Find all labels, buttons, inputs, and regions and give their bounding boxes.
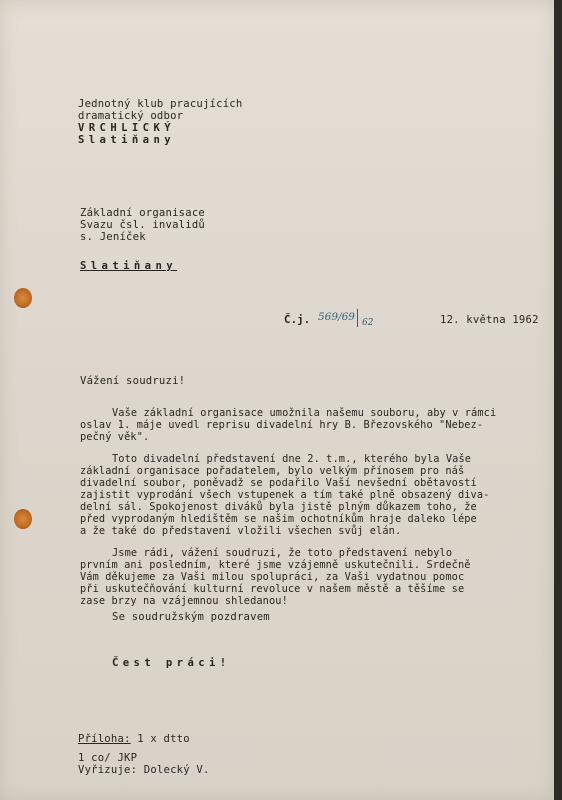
- paragraph-3-line-1: Jsme rádi, vážení soudruzi, že toto představení nebylo: [112, 547, 453, 559]
- paragraph-3-line-3: Vám děkujeme za Vaši milou spolupráci, za Vaši vydatnou pomoc: [80, 571, 465, 583]
- punch-hole-top: [14, 288, 32, 308]
- sender-line-1: Jednotný klub pracujících: [78, 98, 243, 110]
- closing: Se soudružským pozdravem: [112, 611, 270, 623]
- reference-divider: [357, 309, 358, 327]
- sender-line-2: dramatický odbor: [78, 110, 184, 122]
- reference-label: Č.j.: [284, 314, 311, 326]
- paragraph-2-line-4: zajistit vyprodání všech vstupenek a tím také plně obsazený diva-: [80, 489, 490, 501]
- sender-city: Slatiňany: [78, 134, 176, 146]
- paragraph-2-line-5: delní sál. Spokojenost diváků byla jistě plným důkazem toho, že: [80, 501, 477, 513]
- paragraph-2-line-1: Toto divadelní představení dne 2. t.m., kterého byla Vaše: [112, 453, 472, 465]
- motto: Čest práci!: [112, 657, 231, 669]
- attachment-value: 1 x dtto: [137, 733, 190, 745]
- reference-number: 569/69: [318, 311, 355, 323]
- attachment-label: Příloha:: [78, 733, 131, 745]
- punch-hole-bottom: [14, 509, 32, 529]
- paragraph-1-line-2: oslav 1. máje uvedl reprisu divadelní hry B. Březovského "Nebez-: [80, 419, 484, 431]
- recipient-city: Slatiňany: [80, 260, 178, 272]
- paragraph-2-line-7: a že také do představení vložili všechen svůj elán.: [80, 525, 402, 537]
- scan-edge: [554, 0, 562, 800]
- paragraph-2-line-6: před vyprodaným hledištěm se našim ochotníkům hraje daleko lépe: [80, 513, 477, 525]
- paragraph-3-line-2: prvním ani posledním, které jsme vzájemně uskutečnili. Srdečně: [80, 559, 471, 571]
- salutation: Vážení soudruzi!: [80, 375, 186, 387]
- recipient-line-2: Svazu čsl. invalidů: [80, 219, 205, 231]
- letter-date: 12. května 1962: [440, 314, 539, 326]
- paragraph-3-line-4: při uskutečňování kulturní revoluce v našem městě a těšíme se: [80, 583, 465, 595]
- attachment-row: [78, 733, 190, 745]
- sender-name: VRCHLICKÝ: [78, 122, 176, 134]
- paragraph-1-line-3: pečný věk".: [80, 431, 150, 443]
- paragraph-2-line-2: základní organisace pořadatelem, bylo velkým přínosem pro náš: [80, 465, 465, 477]
- handler-line: Vyřizuje: Dolecký V.: [78, 764, 210, 776]
- copy-line: 1 co/ JKP: [78, 752, 138, 764]
- paragraph-2-line-3: divadelní soubor, poněvadž se podařilo Vaší nevšední obětavostí: [80, 477, 477, 489]
- paragraph-1-line-1: Vaše základní organisace umožnila našemu souboru, aby v rámci: [112, 407, 497, 419]
- paragraph-3-line-5: zase brzy na vzájemnou shledanou!: [80, 595, 288, 607]
- recipient-line-3: s. Jeníček: [80, 231, 146, 243]
- recipient-line-1: Základní organisace: [80, 207, 205, 219]
- reference-suffix: 62: [362, 318, 374, 328]
